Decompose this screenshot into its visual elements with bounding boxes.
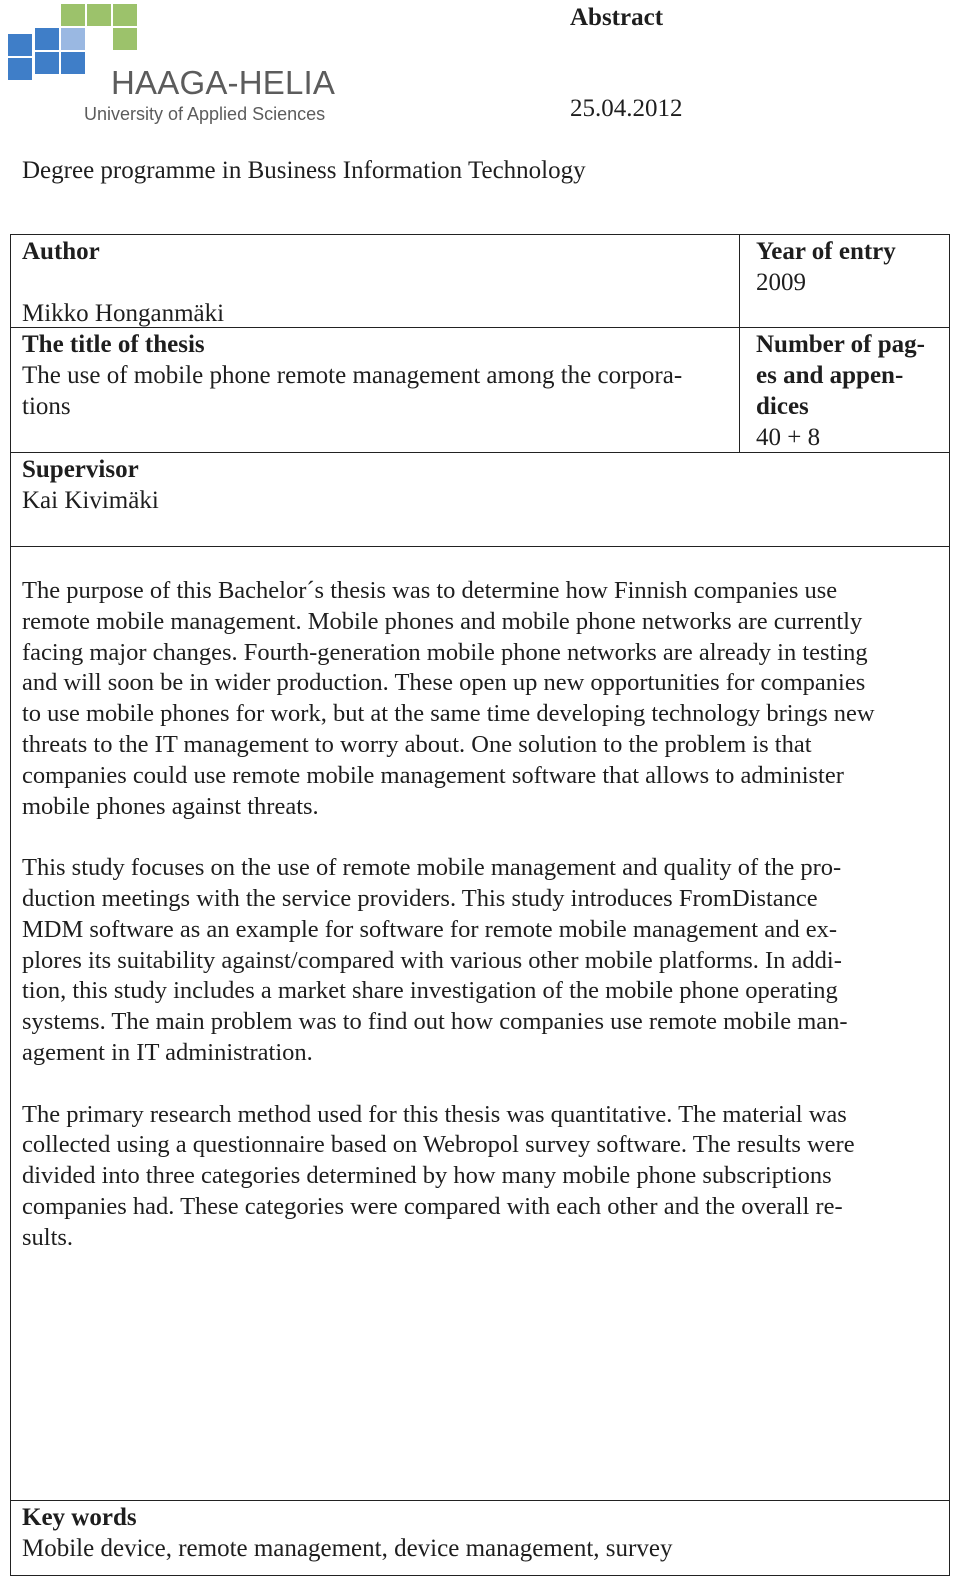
document-date: 25.04.2012 [570,95,683,122]
thesis-title-line: The use of mobile phone remote management among the corpora- [22,362,683,389]
column-divider [739,234,740,453]
abstract-paragraph [22,853,946,1069]
keywords-label: Key words [22,1504,137,1531]
abstract-line: companies had. These categories were compared with each other and the overall re- [22,1192,843,1220]
document-type: Abstract [570,4,664,31]
thesis-title-line: tions [22,393,71,420]
logo-subtitle: University of Applied Sciences [84,104,326,124]
abstract-line: This study focuses on the use of remote mobile management and quality of the pro- [22,854,842,882]
degree-programme: Degree programme in Business Information Technology [22,157,586,184]
abstract-line: plores its suitability against/compared with various other mobile platforms. In addi- [22,946,842,974]
abstract-line: MDM software as an example for software for remote mobile management and ex- [22,915,838,943]
university-logo [8,4,368,132]
abstract-line: collected using a questionnaire based on Webropol survey software. The results were [22,1131,855,1159]
abstract-line: companies could use remote mobile management software that allows to administer [22,761,844,789]
logo-square-icon [35,52,59,74]
pages-value: 40 + 8 [756,424,821,451]
abstract-line: and will soon be in wider production. These open up new opportunities for companies [22,669,866,697]
author-label: Author [22,238,100,265]
abstract-line: systems. The main problem was to find out how companies use remote mobile man- [22,1008,848,1036]
abstract-line: The primary research method used for this thesis was quantitative. The material was [22,1100,847,1128]
abstract-line: The purpose of this Bachelor´s thesis was to determine how Finnish companies use [22,577,838,604]
author-value: Mikko Honganmäki [22,300,225,327]
abstract-line: agement in IT administration. [22,1038,313,1066]
thesis-title-label: The title of thesis [22,331,205,358]
year-of-entry-label: Year of entry [756,238,896,265]
row-divider [740,327,950,328]
row-divider [10,1500,950,1501]
abstract-line: tion, this study includes a market share investigation of the mobile phone operating [22,977,838,1005]
row-divider [10,452,740,453]
logo-square-icon [61,4,85,26]
pages-label-line: Number of pag- [756,331,925,358]
keywords-value: Mobile device, remote management, device management, survey [22,1535,673,1562]
abstract-line: sults. [22,1223,74,1251]
pages-label-line: es and appen- [756,362,904,389]
logo-square-icon [113,4,137,26]
logo-square-icon [8,34,32,56]
abstract-line: to use mobile phones for work, but at the same time developing technology brings new [22,700,875,728]
logo-square-icon [61,28,85,50]
abstract-body [22,576,946,1284]
logo-square-icon [8,58,32,80]
abstract-line: facing major changes. Fourth-generation mobile phone networks are already in testing [22,638,868,666]
supervisor-label: Supervisor [22,456,139,483]
pages-label-line: dices [756,393,809,420]
abstract-line: divided into three categories determined by how many mobile phone subscriptions [22,1162,832,1190]
logo-name: HAAGA-HELIA [111,64,336,101]
logo-square-icon [35,28,59,50]
row-divider [10,546,950,547]
logo-square-icon [113,28,137,50]
logo-square-icon [61,52,85,74]
logo-square-icon [87,4,111,26]
abstract-line: threats to the IT management to worry about. One solution to the problem is that [22,730,812,758]
year-of-entry-value: 2009 [756,269,806,296]
abstract-paragraph [22,576,946,822]
abstract-line: mobile phones against threats. [22,792,319,820]
abstract-line: remote mobile management. Mobile phones and mobile phone networks are currently [22,607,863,635]
abstract-line: duction meetings with the service providers. This study introduces FromDistance [22,884,818,912]
supervisor-value: Kai Kivimäki [22,487,159,514]
abstract-paragraph [22,1100,946,1254]
